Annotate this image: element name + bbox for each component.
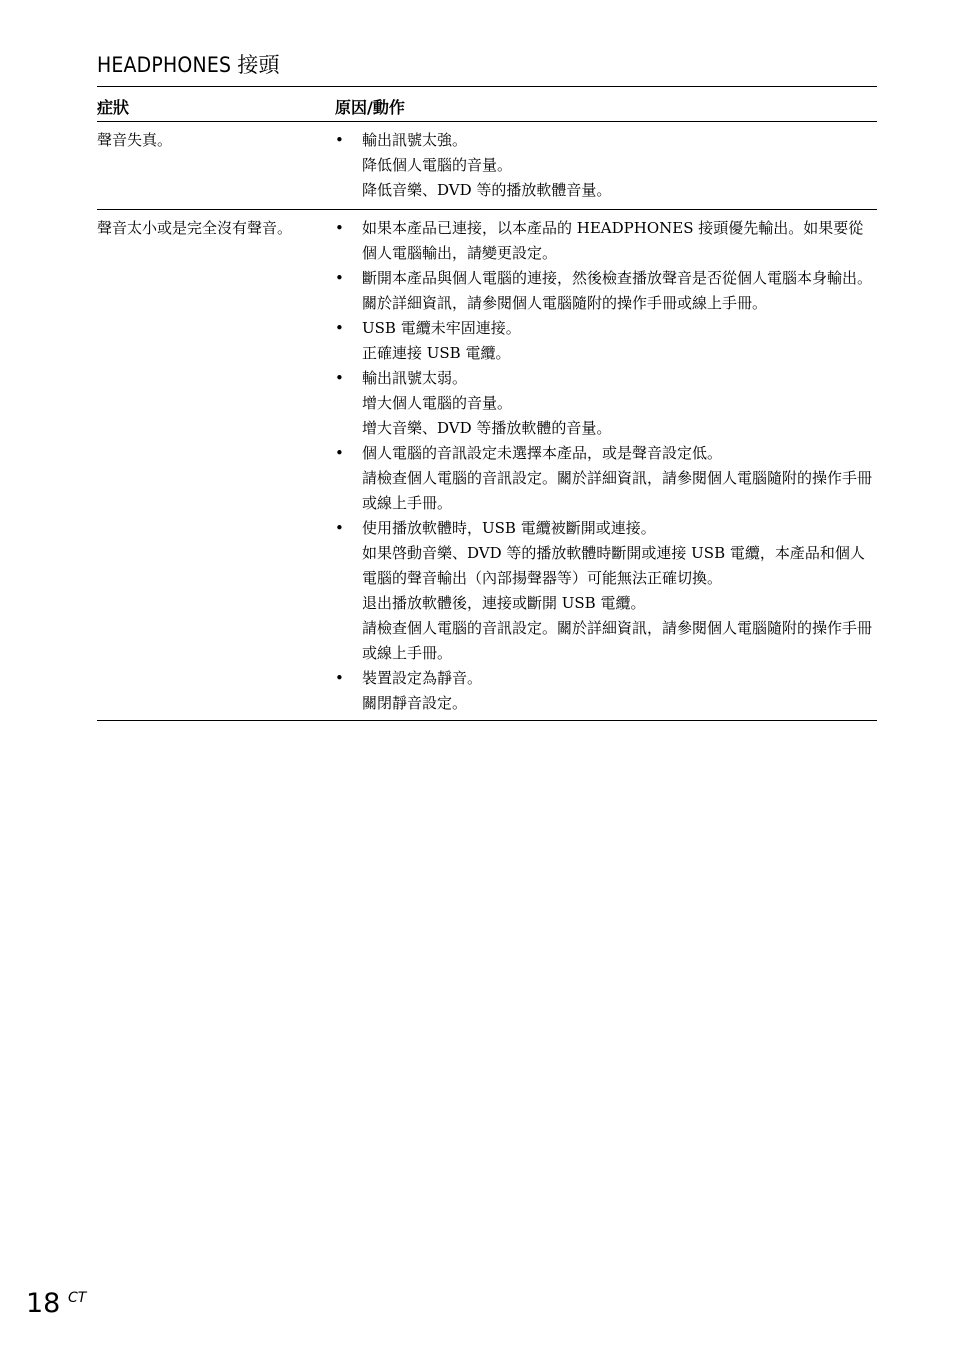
table-bottom-rule bbox=[97, 720, 877, 721]
cause-line: • 輸出訊號太強。 bbox=[362, 131, 468, 149]
cause-line: 降低音樂、DVD 等的播放軟體音量。 bbox=[362, 181, 612, 199]
cause-item bbox=[335, 128, 877, 203]
table-row bbox=[97, 210, 877, 720]
cause-item bbox=[335, 316, 877, 366]
table-row bbox=[97, 122, 877, 209]
cause-line: 降低個人電腦的音量。 bbox=[362, 156, 513, 174]
cause-line: 增大音樂、DVD 等播放軟體的音量。 bbox=[362, 419, 612, 437]
cause-line: 如果啓動音樂、DVD 等的播放軟體時斷開或連接 USB 電纜，本產品和個人電腦的聲音輸出（內部揚聲器等）可能無法正確切換。 bbox=[362, 544, 865, 587]
cause-item bbox=[335, 266, 877, 316]
troubleshooting-table bbox=[97, 86, 877, 721]
cause-line: 正確連接 USB 電纜。 bbox=[362, 344, 511, 362]
cause-line: 退出播放軟體後，連接或斷開 USB 電纜。 bbox=[362, 594, 646, 612]
symptom-cell: 聲音失真。 bbox=[97, 131, 173, 149]
header-cause: 原因/動作 bbox=[335, 98, 405, 117]
cause-line: 關閉靜音設定。 bbox=[362, 694, 468, 712]
page-suffix: CT bbox=[68, 1290, 87, 1306]
cause-line: • 使用播放軟體時，USB 電纜被斷開或連接。 bbox=[362, 519, 656, 537]
page-number: 18 bbox=[26, 1288, 61, 1319]
cause-item bbox=[335, 516, 877, 666]
header-symptom: 症狀 bbox=[97, 98, 130, 117]
cause-line: • USB 電纜未牢固連接。 bbox=[362, 319, 521, 337]
cause-line: 增大個人電腦的音量。 bbox=[362, 394, 513, 412]
cause-list bbox=[335, 216, 877, 716]
cause-line: • 如果本產品已連接，以本產品的 HEADPHONES 接頭優先輸出。如果要從個人電腦輸出，請變更設定。 bbox=[362, 219, 864, 262]
cause-item bbox=[335, 366, 877, 441]
cause-line: • 輸出訊號太弱。 bbox=[362, 369, 468, 387]
cause-list bbox=[335, 128, 877, 203]
table-header-row bbox=[97, 87, 877, 121]
cause-item bbox=[335, 216, 877, 266]
cause-line: 請檢查個人電腦的音訊設定。關於詳細資訊，請參閱個人電腦隨附的操作手冊或線上手冊。 bbox=[362, 619, 873, 662]
symptom-cell: 聲音太小或是完全沒有聲音。 bbox=[97, 219, 293, 237]
cause-item bbox=[335, 666, 877, 716]
cause-line: • 斷開本產品與個人電腦的連接，然後檢查播放聲音是否從個人電腦本身輸出。關於詳細資訊，請參閱個人電腦隨附的操作手冊或線上手冊。 bbox=[362, 269, 873, 312]
cause-line: 請檢查個人電腦的音訊設定。關於詳細資訊，請參閱個人電腦隨附的操作手冊或線上手冊。 bbox=[362, 469, 873, 512]
cause-line: • 裝置設定為靜音。 bbox=[362, 669, 483, 687]
cause-line: • 個人電腦的音訊設定未選擇本產品，或是聲音設定低。 bbox=[362, 444, 723, 462]
section-title: HEADPHONES 接頭 bbox=[97, 53, 280, 77]
cause-item bbox=[335, 441, 877, 516]
